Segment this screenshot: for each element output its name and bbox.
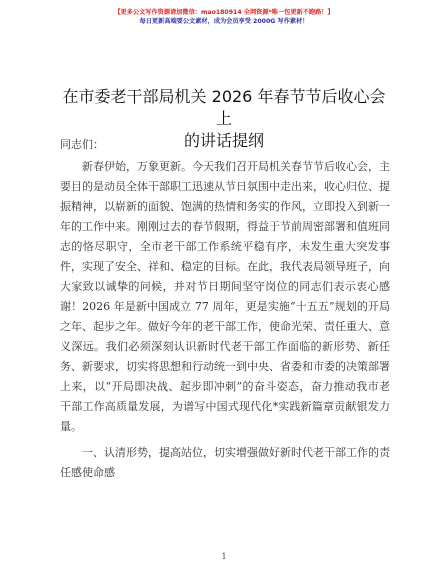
salutation: 同志们： [60,138,104,151]
promo-banner [0,8,448,26]
document-body [60,135,390,485]
title-line-1: 在市委老干部局机关 2026 年春节节后收心会上 [62,87,386,128]
body-paragraph: 新春伊始，万象更新。今天我们召开局机关春节节后收心会，主要目的是动员全体干部职工迅速从节日氛围中走出来，收心归位、提振精神，以崭新的面貌、饱满的热情和务实的作风，立即投入到新一年的工作中来。刚刚过去的春节假期，得益于节前周密部署和值班同志的恪尽职守，全市老干部工作系统平稳有序，未发生重大突发事件，实现了安全、祥和、稳定的目标。在此，我代表局领导班子，向大家致以诚挚的问候，并对节日期间坚守岗位的同志们表示衷心感谢！2026 年是新中国成立 77 周年，更是实施“十五五”规划的开局之年、起步之年。做好今年的老干部工作，使命光荣、责任重大、意义深远。我们必须深刻认识新时代老干部工作面临的新形势、新任务、新要求，切实将思想和行动统一到中央、省委和市委的决策部署上来，以“开局即决战、起步即冲刺”的奋斗姿态，奋力推动我市老干部工作高质量发展，为谱写中国式现代化*实践新篇章贡献银发力量。 [60,160,390,433]
promo-line-blue: 每日更新高端要公文素材，成为会员享受 2000G 写作素材！ [139,18,309,25]
section-heading-1: 一、认清形势，提高站位，切实增强做好新时代老干部工作的责任感使命感 [60,446,390,479]
title-line-2: 的讲话提纲 [183,131,264,150]
page-number: 1 [221,552,227,561]
promo-line-red: 【更多公文写作资源请加微信：mao180914 全网资源*唯一包更新不跑路！】 [114,9,334,16]
